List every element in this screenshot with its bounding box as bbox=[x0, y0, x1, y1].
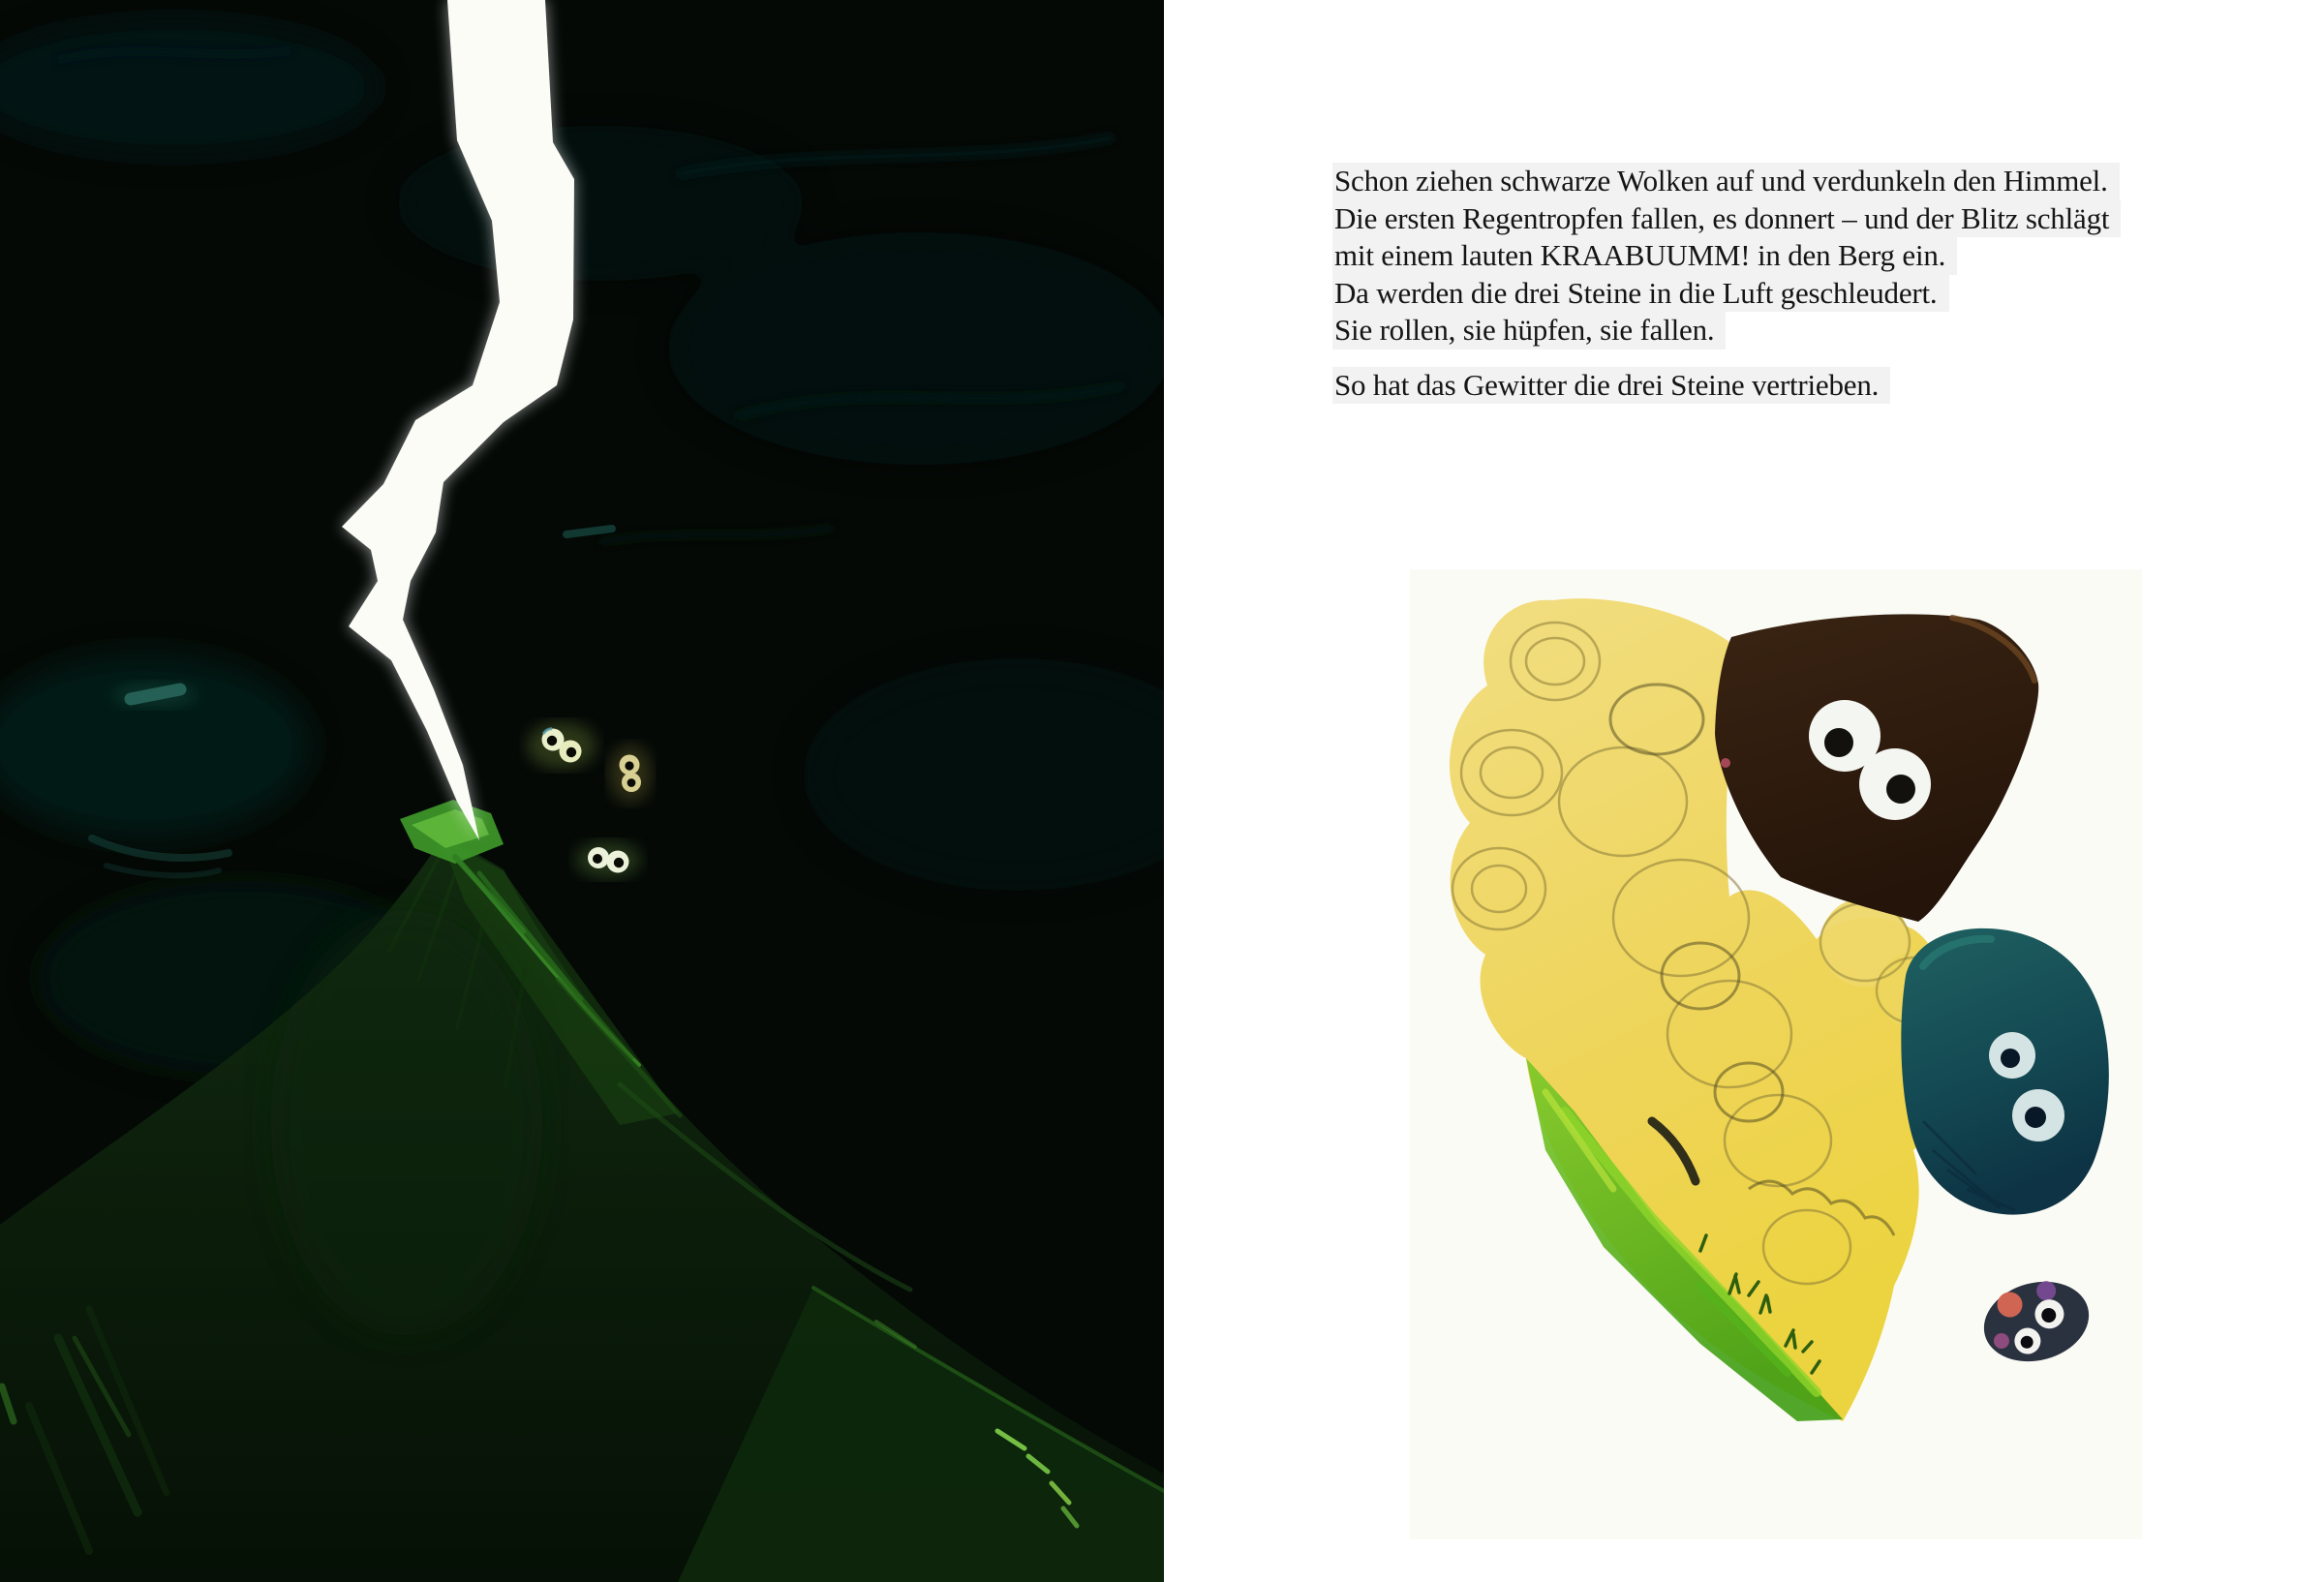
stones-illustration bbox=[1410, 569, 2142, 1539]
creature-eyes-pair-1 bbox=[527, 722, 596, 769]
stones-illustration-panel bbox=[1410, 569, 2142, 1539]
story-line: Die ersten Regentropfen fallen, es donnert – und der Blitz schlägt bbox=[1332, 200, 2121, 238]
spotted-stone bbox=[1975, 1270, 2098, 1373]
story-paragraph-2 bbox=[1334, 367, 2121, 405]
story-line: So hat das Gewitter die drei Steine vertrieben. bbox=[1332, 367, 1890, 405]
story-line: Da werden die drei Steine in die Luft geschleudert. bbox=[1332, 275, 1949, 313]
story-line: mit einem lauten KRAABUUMM! in den Berg ein. bbox=[1332, 237, 1957, 275]
story-line: Schon ziehen schwarze Wolken auf und verdunkeln den Himmel. bbox=[1332, 163, 2120, 200]
story-text bbox=[1334, 163, 2121, 404]
brown-stone bbox=[1715, 614, 2038, 922]
blue-stone bbox=[1901, 928, 2109, 1215]
creature-eyes-pair-2 bbox=[609, 745, 652, 803]
story-line: Sie rollen, sie hüpfen, sie fallen. bbox=[1332, 312, 1726, 350]
creature-eyes-pair-3 bbox=[575, 841, 641, 878]
story-paragraph-1 bbox=[1334, 163, 2121, 350]
